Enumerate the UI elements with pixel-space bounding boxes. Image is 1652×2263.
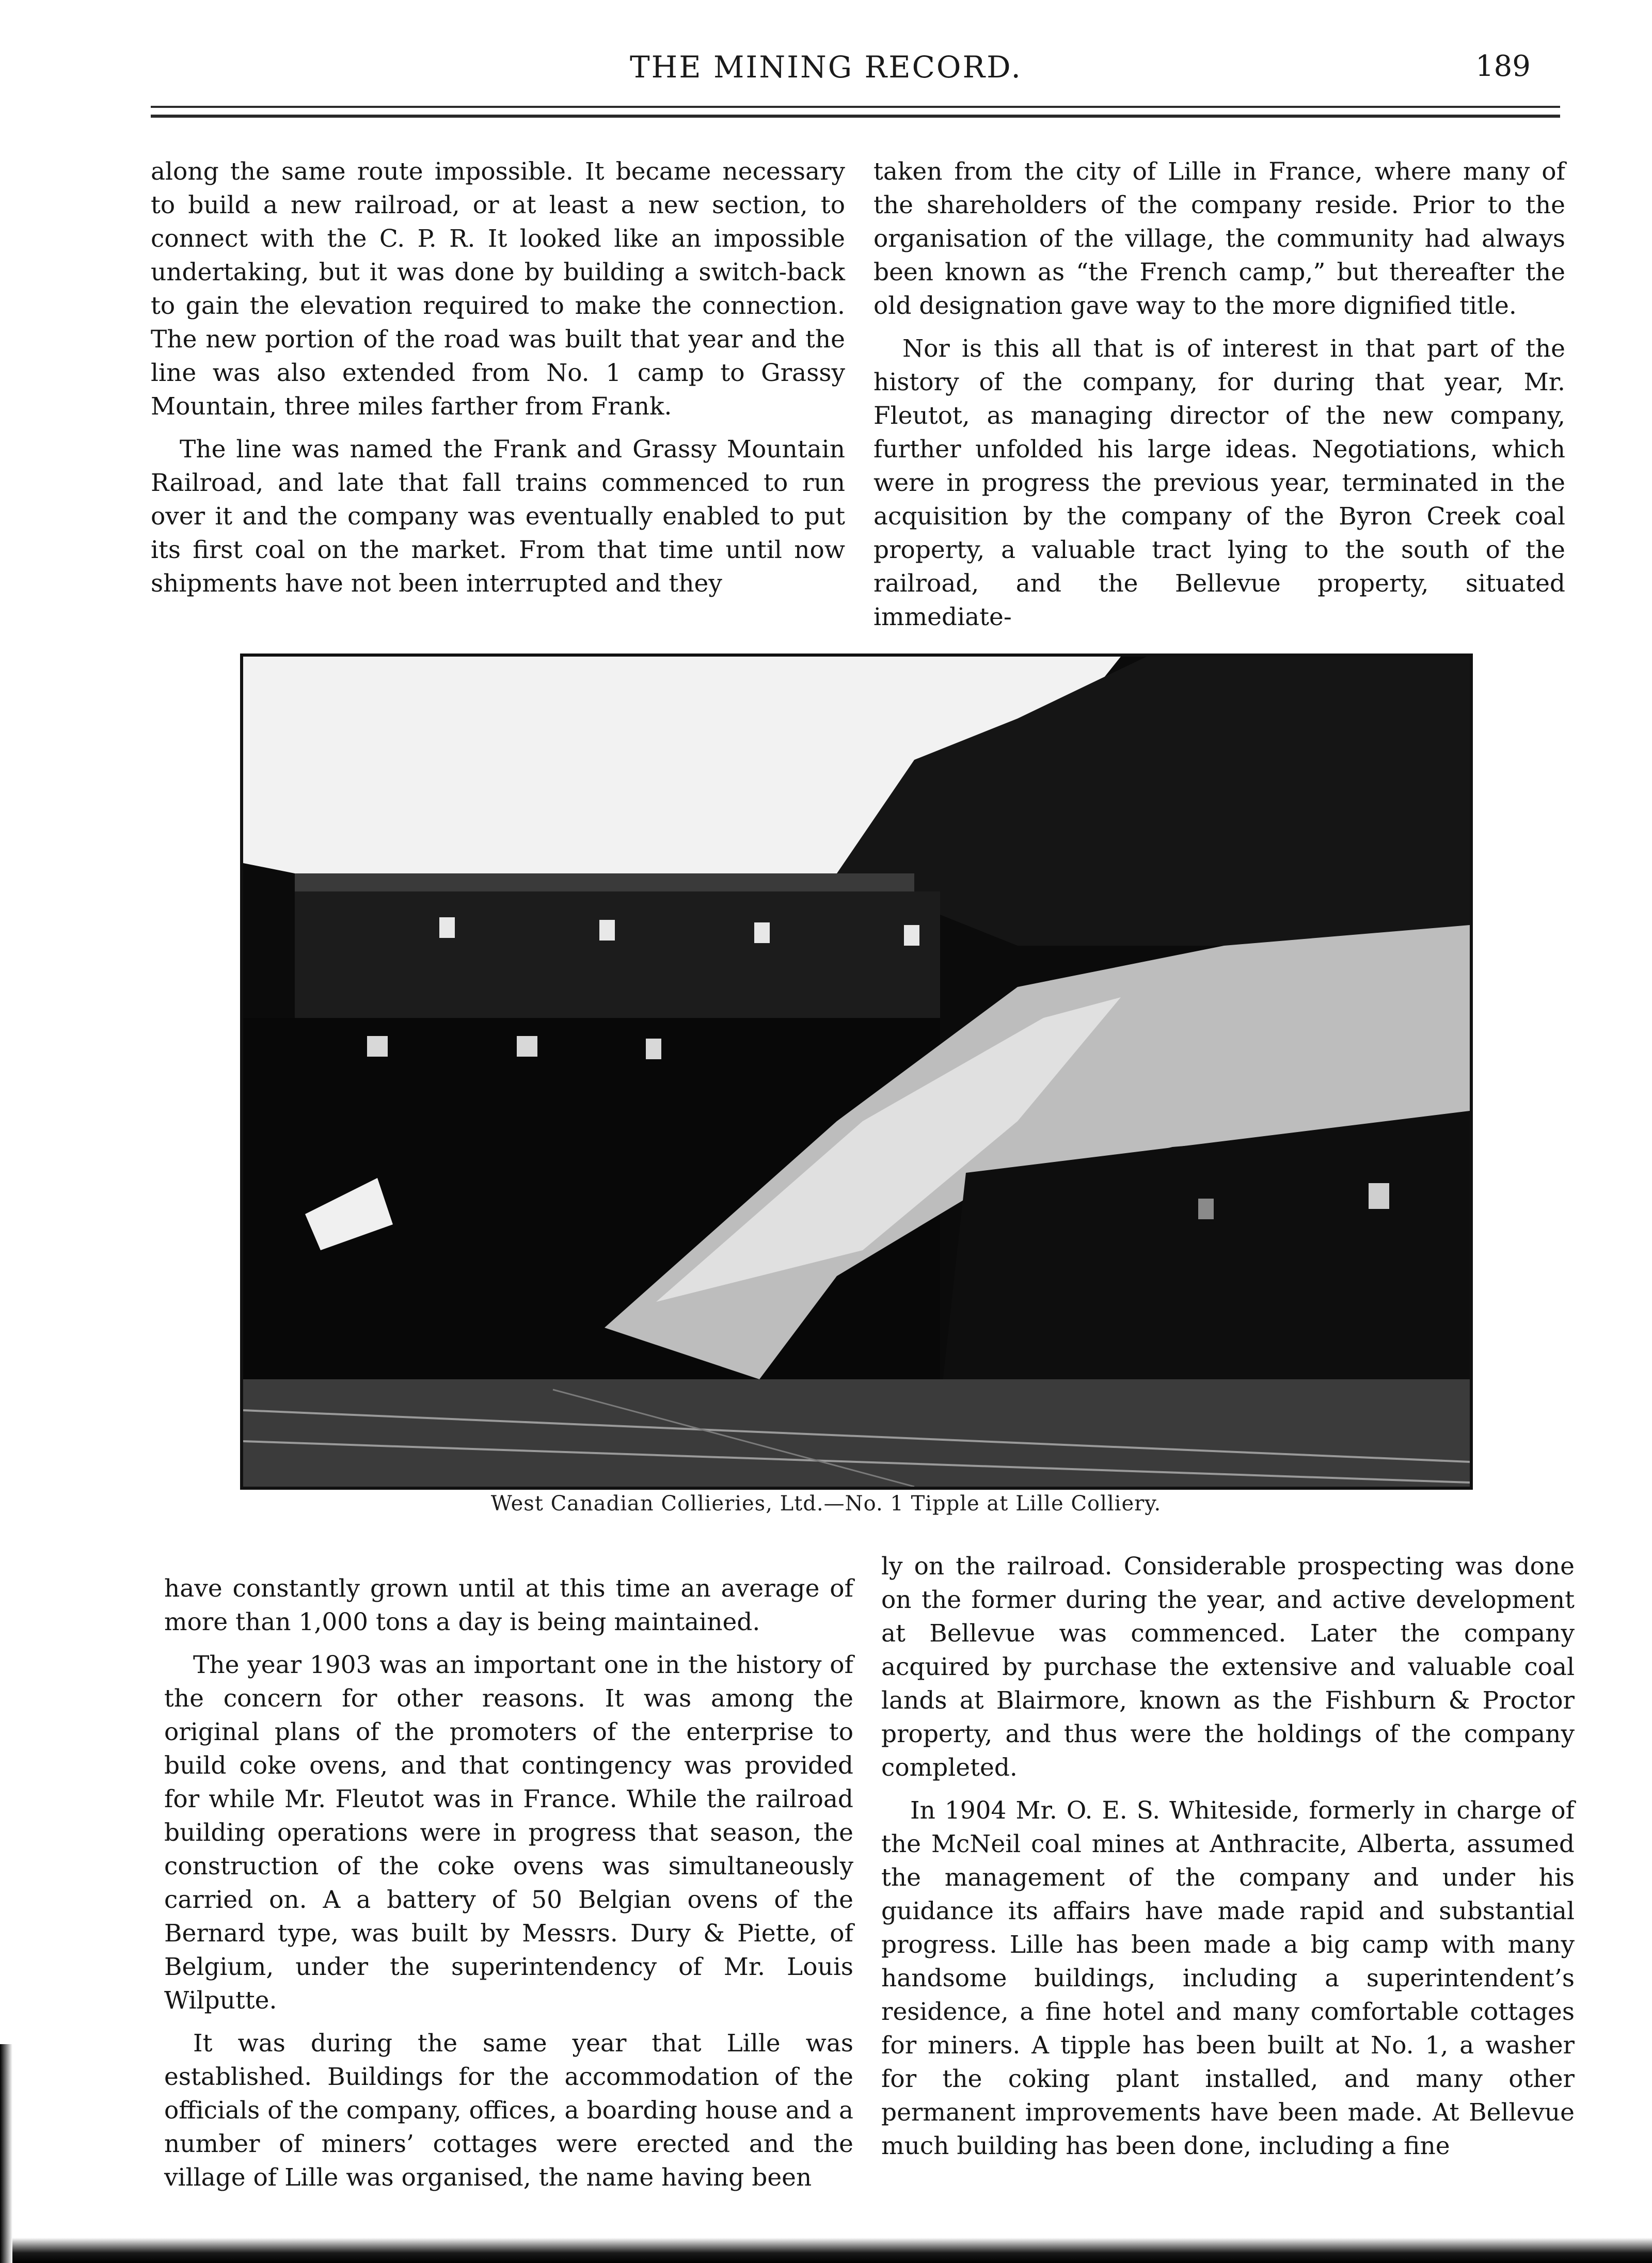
header-rule-bottom [151, 115, 1560, 118]
paragraph: In 1904 Mr. O. E. S. Whiteside, formerly in charge of the McNeil coal mines at Anthracite, Alberta, assumed the management of the company and under his guidance its affairs have made rapid and substantial progress. Lille has been made a big camp with many handsome buildings, including a superintendent’s residence, a fine hotel and many comfortable cottages for miners. A tipple has been built at No. 1, a washer for the coking plant installed, and many other permanent improvements have been made. At Bellevue much building has been done, including a fine [881, 1796, 1575, 2160]
scan-bottom-edge [0, 2238, 1652, 2263]
paragraph: ly on the railroad. Considerable prospecting was done on the former during the year, and active development at Bellevue was commenced. Later the company acquired by purchase the extensive and valuable coal lands at Blairmore, known as the Fishburn & Proctor property, and thus were the holdings of the company completed. [881, 1552, 1575, 1782]
paragraph: along the same route impossible. It became necessary to build a new railroad, or at least a new section, to connect with the C. P. R. It looked like an impossible undertaking, but it was done by building a switch-back to gain the elevation required to make the connection. The new portion of the road was built that year and the line was also extended from No. 1 camp to Grassy Mountain, three miles farther from Frank. [151, 157, 845, 421]
photograph-image [243, 657, 1470, 1487]
paragraph: taken from the city of Lille in France, where many of the shareholders of the company reside. Prior to the organisation of the village, the community had always been known as “the French camp,” but thereafter the old designation gave way to the more dignified title. [873, 157, 1565, 320]
photo-caption: West Canadian Collieries, Ltd.—No. 1 Tipple at Lille Colliery. [490, 1492, 1162, 1516]
scan-left-edge [0, 2044, 12, 2263]
paragraph: It was during the same year that Lille was established. Buildings for the accommodation of the officials of the company, offices, a boarding house and a number of miners’ cottages were erected and the village of Lille was organised, the name having been [164, 2029, 853, 2192]
photograph-tipple [240, 654, 1473, 1490]
paragraph: The year 1903 was an important one in the history of the concern for other reasons. It was among the original plans of the promoters of the enterprise to build coke ovens, and that contingency was provided for while Mr. Fleutot was in France. While the railroad building operations were in progress that season, the construction of the coke ovens was simultaneously carried on. A a battery of 50 Belgian ovens of the Bernard type, was built by Messrs. Dury & Piette, of Belgium, under the superintendency of Mr. Louis Wilputte. [164, 1651, 853, 2015]
paragraph: have constantly grown until at this time an average of more than 1,000 tons a day is being maintained. [164, 1574, 853, 1636]
page-number: 189 [1475, 50, 1531, 83]
bottom-right-column [881, 1550, 1575, 2163]
top-right-column [873, 155, 1565, 634]
bottom-left-column [164, 1572, 853, 2194]
paragraph: The line was named the Frank and Grassy Mountain Railroad, and late that fall trains commenced to run over it and the company was eventually enabled to put its first coal on the market. From that time until now shipments have not been interrupted and they [151, 435, 845, 598]
running-header: THE MINING RECORD. [630, 50, 1022, 85]
top-left-column [151, 155, 845, 600]
header-rule-top [151, 106, 1560, 108]
paragraph: Nor is this all that is of interest in that part of the history of the company, for during that year, Mr. Fleutot, as managing director of the new company, further unfolded his large ideas. Negotiations, which were in progress the previous year, terminated in the acquisition by the company of the Byron Creek coal property, a valuable tract lying to the south of the railroad, and the Bellevue property, situated immediate- [873, 334, 1565, 631]
